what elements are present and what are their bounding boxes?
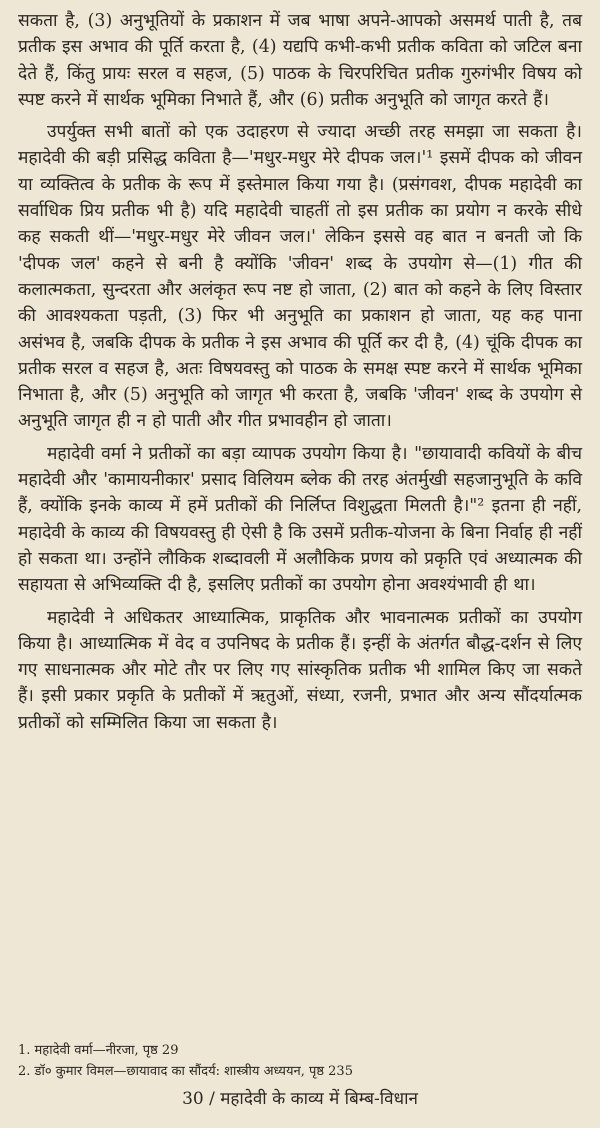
paragraph-1: सकता है, (3) अनुभूतियों के प्रकाशन में जब भाषा अपने-आपको असमर्थ पाती है, तब प्रतीक इस अभाव की पूर्ति करता है, (4) यद्यपि कभी-कभी प्रतीक कविता को जटिल बना देते हैं, किंतु प्रायः सरल व सहज, (5) पाठक के चिरपरिचित प्रतीक गुरुगंभीर विषय को स्पष्ट करने में सार्थक भूमिका निभाते हैं, और (6) प्रतीक अनुभूति को जागृत करते हैं। <box>18 11 582 110</box>
paragraph-4: महादेवी ने अधिकतर आध्यात्मिक, प्राकृतिक और भावनात्मक प्रतीकों का उपयोग किया है। आध्यात्मिक में वेद व उपनिषद के प्रतीक हैं। इन्हीं के अंतर्गत बौद्ध-दर्शन से लिए गए साधनात्मक और मोटे तौर पर लिए गए सांस्कृतिक प्रतीक भी शामिल किए जा सकते हैं। इसी प्रकार प्रकृति के प्रतीकों में ऋतुओं, संध्या, रजनी, प्रभात और अन्य सौंदर्यात्मक प्रतीकों को सम्मिलित किया जा सकता है। <box>18 607 582 733</box>
footnote-2: 2. डॉ० कुमार विमल—छायावाद का सौंदर्य: शास्त्रीय अध्ययन, पृष्ठ 235 <box>18 1064 353 1079</box>
paragraph-3: महादेवी वर्मा ने प्रतीकों का बड़ा व्यापक उपयोग किया है। "छायावादी कवियों के बीच महादेवी और 'कामायनीकार' प्रसाद विलियम ब्लेक की तरह अंतर्मुखी सहजानुभूति के कवि हैं, क्योंकि इनके काव्य में हमें प्रतीकों की निर्लिप्त विशुद्धता मिलती है।"² इतना ही नहीं, महादेवी के काव्य की विषयवस्तु ही ऐसी है कि उसमें प्रतीक-योजना के बिना निर्वाह ही नहीं हो सकता था। उन्होंने लौकिक शब्दावली में अलौकिक प्रणय को प्रकृति एवं अध्यात्मक की सहायता से अभिव्यक्ति दी है, इसलिए प्रतीकों का उपयोग होना अवश्यंभावी ही था। <box>18 443 582 596</box>
footnotes <box>18 1040 582 1082</box>
paragraph-2: उपर्युक्त सभी बातों को एक उदाहरण से ज्यादा अच्छी तरह समझा जा सकता है। महादेवी की बड़ी प्रसिद्ध कविता है—'मधुर-मधुर मेरे दीपक जल।'¹ इसमें दीपक को जीवन या व्यक्तित्व के प्रतीक के रूप में इस्तेमाल किया गया है। (प्रसंगवश, दीपक महादेवी का सर्वाधिक प्रिय प्रतीक भी है) यदि महादेवी चाहतीं तो इस प्रतीक का प्रयोग न करके सीधे कह सकती थीं—'मधुर-मधुर मेरे जीवन जल।' लेकिन इससे वह बात न बनती जो कि 'दीपक जल' कहने से बनी है क्योंकि 'जीवन' शब्द के उपयोग से—(1) गीत की कलात्मकता, सुन्दरता और अलंकृत रूप नष्ट हो जाता, (2) बात को कहने के लिए विस्तार की आवश्यकता पड़ती, (3) फिर भी अनुभूति का प्रकाशन हो जाता, यह कह पाना असंभव है, जबकि दीपक के प्रतीक ने इस अभाव की पूर्ति कर दी है, (4) चूंकि दीपक का प्रतीक सरल व सहज है, अतः विषयवस्तु को पाठक के समक्ष स्पष्ट करने में सार्थक भूमिका निभाता है, और (5) अनुभूति को जागृत भी करता है, जबकि 'जीवन' शब्द के उपयोग से अनुभूति जागृत ही न हो पाती और गीत प्रभावहीन हो जाता। <box>18 122 582 432</box>
page-footer: 30 / महादेवी के काव्य में बिम्ब-विधान <box>182 1089 418 1109</box>
footnote-1: 1. महादेवी वर्मा—नीरजा, पृष्ठ 29 <box>18 1043 179 1058</box>
